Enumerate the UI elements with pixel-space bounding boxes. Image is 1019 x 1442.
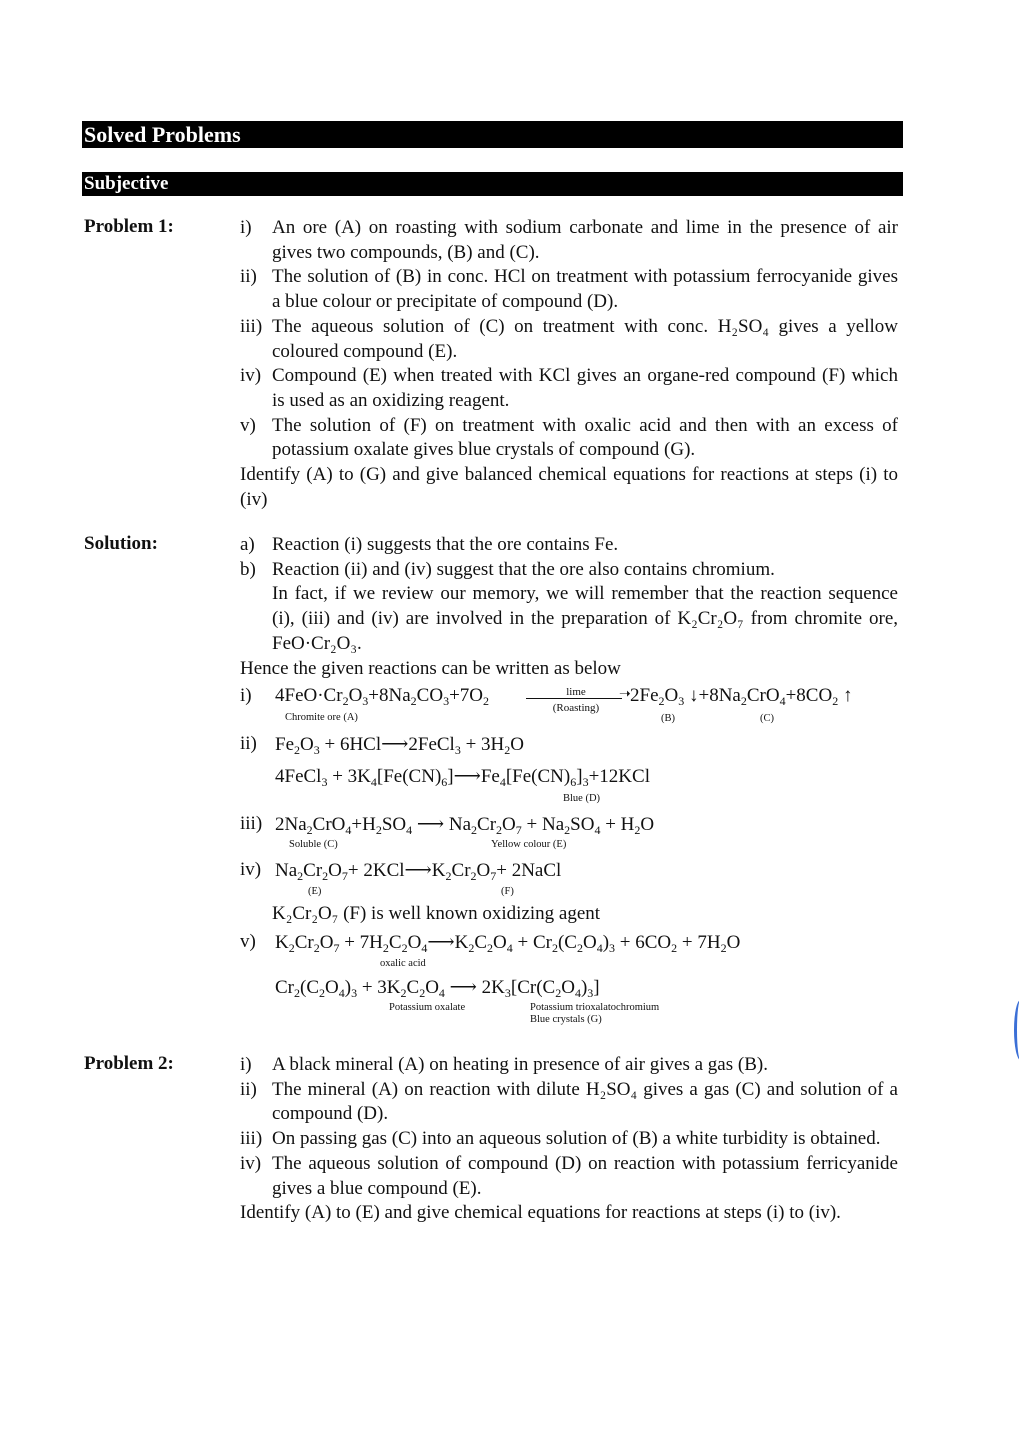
item-text: The solution of (F) on treatment with oxalic acid and then with an excess of potassium oxalate gives blue crystals of compound (G). — [272, 414, 898, 461]
eq-number: iv) — [240, 859, 262, 880]
list-item — [240, 1078, 898, 1127]
arrow-condition-under: (Roasting) — [552, 702, 600, 714]
eq-number: ii) — [240, 733, 257, 754]
problem-1-body — [240, 216, 898, 512]
annotation: Blue (D) — [563, 793, 601, 804]
item-text: A black mineral (A) on heating in presence of air gives a gas (B). — [272, 1054, 768, 1075]
annotation: (F) — [501, 886, 514, 897]
solution-body — [240, 533, 898, 681]
item-number: iv) — [240, 1152, 262, 1174]
list-item — [240, 364, 898, 413]
item-number: iv) — [240, 365, 262, 387]
item-number: ii) — [240, 1078, 257, 1100]
reaction-arrow-icon: ⟶ — [453, 766, 481, 787]
item-number: i) — [240, 217, 252, 238]
item-number: i) — [240, 1054, 252, 1075]
item-number: v) — [240, 414, 256, 436]
equation-2b: 4FeCl$_3$ + $3K_4[Fe(CN)_6]⟶Fe_4[Fe(CN)_6]_3+12KCl$ — [275, 766, 650, 789]
reaction-arrow-icon: ⟶ — [404, 860, 432, 881]
list-item — [240, 1053, 898, 1078]
solution-hence: Hence the given reactions can be written as below — [240, 657, 621, 679]
equation-1-right: $2Fe_2O_3$ $↓+8Na_2CrO_4+8CO_2$ ↑ — [630, 685, 853, 708]
item-text: Compound (E) when treated with KCl gives an organe-red compound (F) which is used as an oxidizing reagent. — [272, 365, 898, 411]
list-item — [240, 1127, 898, 1152]
arrow-head-icon: ➝ — [619, 687, 631, 702]
list-item — [240, 1152, 898, 1201]
section-header-solved-problems: Solved Problems — [82, 121, 903, 148]
arrow-condition-over: lime — [566, 686, 586, 698]
item-text: The aqueous solution of (C) on treatment with conc. H₂SO₄ gives a yellow coloured compound (E). — [272, 315, 898, 362]
problem-2-label: Problem 2: — [84, 1053, 174, 1074]
equation-4: $Na_2Cr_2O_7+$ $2KCl⟶K_2Cr_2O_7+$ 2NaCl — [275, 860, 562, 883]
list-item — [240, 265, 898, 314]
annotation: Blue crystals (G) — [530, 1014, 602, 1025]
annotation: Soluble (C) — [289, 839, 338, 850]
list-item — [240, 315, 898, 364]
equation-3: $2Na_2CrO_4+H_2SO_4$ ⟶ $Na_2Cr_2O_7 + Na_2SO_4 + H_2O$ — [275, 814, 655, 837]
item-text: Reaction (i) suggests that the ore contains Fe. — [272, 534, 619, 555]
solution-paragraph — [240, 582, 898, 656]
page-edge-mark — [1014, 1000, 1019, 1060]
annotation: Potassium trioxalatochromium — [530, 1002, 660, 1013]
annotation: (B) — [661, 713, 675, 724]
section-header-subjective: Subjective — [82, 172, 903, 196]
equation-2a: $Fe_2O_3$ + 6HCl⟶2FeCl$_3$ + $3H_2O$ — [275, 734, 524, 757]
item-number: iii) — [240, 1128, 263, 1150]
item-number: iii) — [240, 315, 263, 337]
eq-number: i) — [240, 685, 252, 706]
list-item — [240, 414, 898, 463]
eq-number: v) — [240, 931, 256, 952]
annotation: Yellow colour (E) — [491, 839, 567, 850]
annotation: (E) — [308, 886, 322, 897]
arrow-line — [526, 698, 622, 699]
problem-1-label: Problem 1: — [84, 216, 174, 237]
reaction-arrow-icon: ⟶ — [381, 734, 409, 755]
item-text: The mineral (A) on reaction with dilute H₂SO₄ gives a gas (C) and solution of a compound (D). — [272, 1078, 898, 1125]
annotation: Potassium oxalate — [389, 1002, 466, 1013]
item-text: An ore (A) on roasting with sodium carbonate and lime in the presence of air gives two compounds, (B) and (C). — [272, 217, 898, 263]
problem-1-task: Identify (A) to (G) and give balanced chemical equations for reactions at steps (i) to (iv) — [240, 464, 898, 510]
item-text: The aqueous solution of compound (D) on reaction with potassium ferricyanide gives a blue compound (E). — [272, 1152, 898, 1199]
annotation: Chromite ore (A) — [285, 712, 358, 723]
oxidizing-agent-note: K₂Cr₂O₇ (F) is well known oxidizing agent — [272, 903, 601, 924]
solution-label: Solution: — [84, 533, 158, 554]
problem-2-body — [240, 1053, 898, 1226]
eq-number: iii) — [240, 813, 263, 834]
list-item — [240, 533, 898, 558]
item-text: On passing gas (C) into an aqueous solution of (B) a white turbidity is obtained. — [272, 1128, 881, 1150]
equation-1-left: $4FeO\cdot Cr_2O_3+8Na_2CO_3+7O_2$ — [275, 685, 490, 708]
item-number: ii) — [240, 266, 257, 288]
list-item — [240, 216, 898, 265]
item-text: Reaction (ii) and (iv) suggest that the ore also contains chromium. — [272, 558, 775, 580]
item-text: The solution of (B) in conc. HCl on treatment with potassium ferrocyanide gives a blue colour or precipitate of compound (D). — [272, 266, 898, 313]
paragraph-text: In fact, if we review our memory, we will remember that the reaction sequence (i), (iii) and (iv) are involved in the preparation of K₂Cr₂O₇ from chromite ore, FeO·Cr₂O₃. — [272, 583, 898, 654]
problem-2-task: Identify (A) to (E) and give chemical equations for reactions at steps (i) to (iv). — [240, 1202, 841, 1224]
reaction-arrow-icon: ⟶ — [449, 977, 477, 998]
equation-5b: $Cr_2(C_2O_4)_3 + 3K_2C_2O_4$ ⟶ $2K_3[Cr(C_2O_4)_3]$ — [275, 977, 600, 1000]
list-item — [240, 558, 898, 583]
equation-5a: $K_2Cr_2O_7$ + $7H_2C_2O_4⟶K_2C_2O_4 + Cr_2(C_2O_4)_3 + 6CO_2 + 7H_2O$ — [275, 932, 741, 955]
item-number: a) — [240, 534, 255, 555]
item-number: b) — [240, 558, 256, 580]
reaction-arrow-icon: ⟶ — [416, 814, 445, 835]
annotation: oxalic acid — [380, 958, 426, 969]
annotation: (C) — [760, 713, 774, 724]
reaction-arrow-icon: ⟶ — [427, 932, 455, 953]
